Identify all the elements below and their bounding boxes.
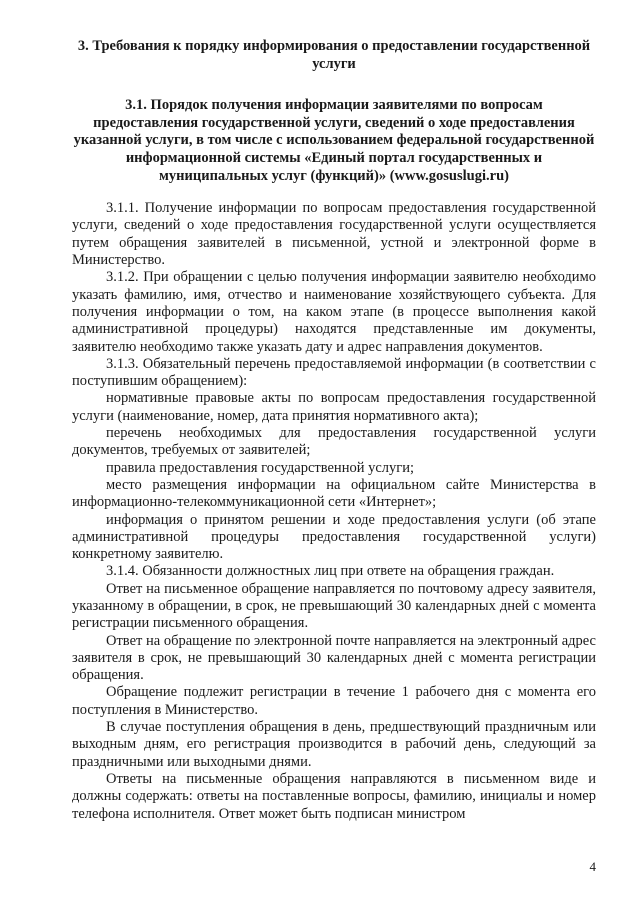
paragraph-3-1-1: 3.1.1. Получение информации по вопросам предоставления государственной услуги, сведений о ходе предоставления государственной услуги осуществляется путем обращения заявителей в письменной, устной и электронной форме в Министерство.: [72, 200, 596, 269]
paragraph-3-1-3: 3.1.3. Обязательный перечень предоставляемой информации (в соответствии с поступившим обращением):: [72, 355, 596, 390]
paragraph-written-response: Ответ на письменное обращение направляется по почтовому адресу заявителя, указанному в обращении, в срок, не превышающий 30 календарных дней с момента регистрации письменного обращения.: [72, 580, 596, 632]
list-item-required-documents: перечень необходимых для предоставления государственной услуги документов, требуемых от заявителей;: [72, 425, 596, 459]
list-item-normative-acts: нормативные правовые акты по вопросам предоставления государственной услуги (наименование, номер, дата принятия нормативного акта);: [72, 390, 596, 424]
paragraph-response-content: Ответы на письменные обращения направляются в письменном виде и должны содержать: ответы на поставленные вопросы, фамилию, инициалы и номер телефона исполнителя. Ответ может быть подписан министром: [72, 770, 596, 822]
page-number: 4: [589, 859, 596, 874]
document-page: [72, 38, 596, 823]
paragraph-email-response: Ответ на обращение по электронной почте направляется на электронный адрес заявителя в срок, не превышающий 30 календарных дней с момента регистрации обращения.: [72, 632, 596, 684]
list-item-decision-info: информация о принятом решении и ходе предоставления услуги (об этапе административной процедуры предоставления государственной услуги) конкретному заявителю.: [72, 511, 596, 563]
list-item-service-rules: правила предоставления государственной услуги;: [106, 459, 414, 476]
document-body: [72, 200, 596, 823]
paragraph-3-1-2: 3.1.2. При обращении с целью получения информации заявителю необходимо указать фамилию, имя, отчество и наименование хозяйствующего субъекта. Для получения информации о том, на каком этапе (в процессе выполнения какой административной процедуры) находятся представленные им документы, заявителю необходимо также указать дату и адрес направления документов.: [72, 269, 596, 355]
list-item-website-location: место размещения информации на официальном сайте Министерства в информационно-телекоммуникационной сети «Интернет»;: [72, 476, 596, 511]
paragraph-registration: Обращение подлежит регистрации в течение 1 рабочего дня с момента его поступления в Министерство.: [72, 684, 596, 718]
paragraph-holiday-registration: В случае поступления обращения в день, предшествующий праздничным или выходным дням, его регистрация производится в рабочий день, следующий за праздничными или выходными днями.: [72, 719, 596, 770]
section-title: 3. Требования к порядку информирования о предоставлении государственной услуги: [77, 38, 591, 72]
subsection-title: 3.1. Порядок получения информации заявителями по вопросам предоставления государственной услуги, сведений о ходе предоставления указанной услуги, в том числе с использованием федеральной государственной информационной системы «Единый портал государственных и муниципальных услуг (функций)» (www.gosuslugi.ru): [73, 97, 595, 184]
paragraph-3-1-4: 3.1.4. Обязанности должностных лиц при ответе на обращения граждан.: [106, 563, 555, 580]
